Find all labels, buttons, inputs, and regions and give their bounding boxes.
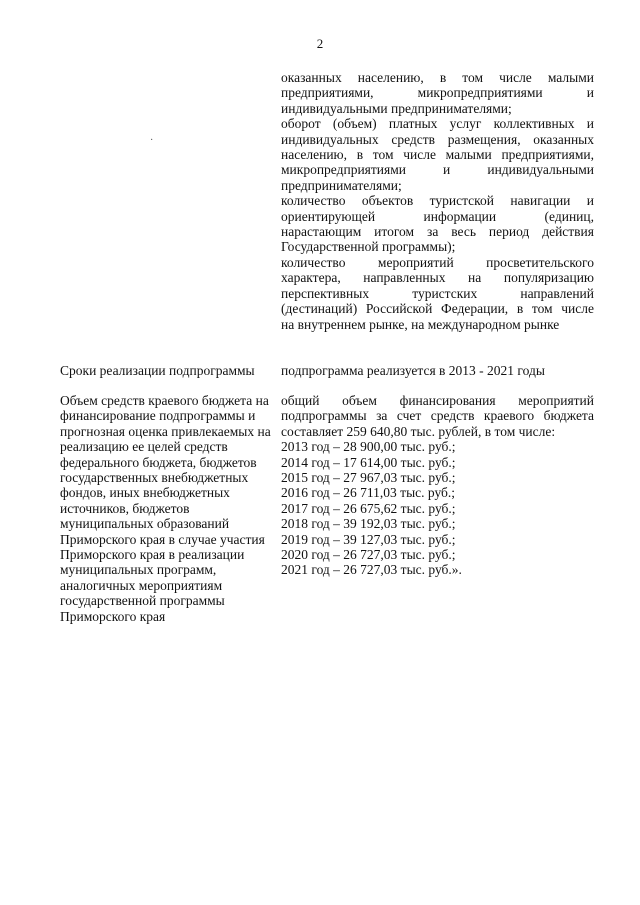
- indicators-line: количество объектов туристской навигации и: [281, 193, 594, 209]
- page-number: 2: [316, 36, 324, 51]
- indicators-line: индивидуальными предпринимателями;: [281, 100, 512, 116]
- stray-mark: ·: [150, 135, 154, 146]
- budget-year-line: 2017 год – 26 675,62 тыс. руб.;: [281, 500, 456, 516]
- budget-year-line: 2013 год – 28 900,00 тыс. руб.;: [281, 439, 456, 455]
- budget-intro-line: общий объем финансирования мероприятий: [281, 393, 594, 408]
- indicators-line: Государственной программы);: [281, 239, 456, 255]
- budget-intro-line: составляет 259 640,80 тыс. рублей, в том числе:: [281, 423, 556, 439]
- indicators-line: населению, в том числе малыми предприятиями,: [281, 147, 594, 163]
- indicators-line: предпринимателями;: [281, 177, 402, 193]
- budget-year-line: 2014 год – 17 614,00 тыс. руб.;: [281, 454, 456, 470]
- budget-year-line: 2021 год – 26 727,03 тыс. руб.».: [281, 562, 462, 578]
- indicators-line: на внутреннем рынке, на международном рынке: [281, 316, 560, 332]
- budget-value: [281, 393, 594, 578]
- budget-year-line: 2015 год – 27 967,03 тыс. руб.;: [281, 470, 456, 486]
- budget-label: Объем средств краевого бюджета на финансирование подпрограммы и прогнозная оценка привлекаемых на реализацию ее целей средств федерального бюджета, бюджетов государственных внебюджетных фондов, иных внебюджетных источников, бюджетов муниципальных образований Приморского края в случае участия Приморского края в реализации муниципальных программ, аналогичных мероприятиям государственной программы Приморского края: [60, 393, 271, 624]
- terms-label: Сроки реализации подпрограммы: [60, 363, 255, 378]
- indicators-line: микропредприятиями и индивидуальными: [281, 162, 594, 178]
- indicators-line: перспективных туристских направлений: [281, 285, 594, 301]
- indicators-line: оборот (объем) платных услуг коллективных и: [281, 116, 594, 132]
- budget-year-line: 2016 год – 26 711,03 тыс. руб.;: [281, 485, 456, 501]
- indicators-line: количество мероприятий просветительского: [281, 254, 594, 270]
- indicators-line: ориентирующей информации (единиц,: [281, 208, 594, 224]
- budget-year-line: 2019 год – 39 127,03 тыс. руб.;: [281, 531, 456, 547]
- indicators-line: предприятиями, микропредприятиями и: [281, 85, 594, 101]
- indicators-line: характера, направленных на популяризацию: [281, 270, 594, 286]
- indicators-block: [281, 70, 594, 332]
- indicators-line: оказанных населению, в том числе малыми: [281, 70, 594, 85]
- budget-year-line: 2020 год – 26 727,03 тыс. руб.;: [281, 547, 456, 563]
- terms-value: подпрограмма реализуется в 2013 - 2021 годы: [281, 363, 545, 378]
- indicators-line: нарастающим итогом за весь период действия: [281, 224, 594, 240]
- budget-year-line: 2018 год – 39 192,03 тыс. руб.;: [281, 516, 456, 532]
- indicators-line: индивидуальных средств размещения, оказанных: [281, 131, 594, 147]
- indicators-line: (дестинаций) Российской Федерации, в том числе: [281, 301, 594, 317]
- budget-intro-line: подпрограммы за счет средств краевого бюджета: [281, 408, 594, 424]
